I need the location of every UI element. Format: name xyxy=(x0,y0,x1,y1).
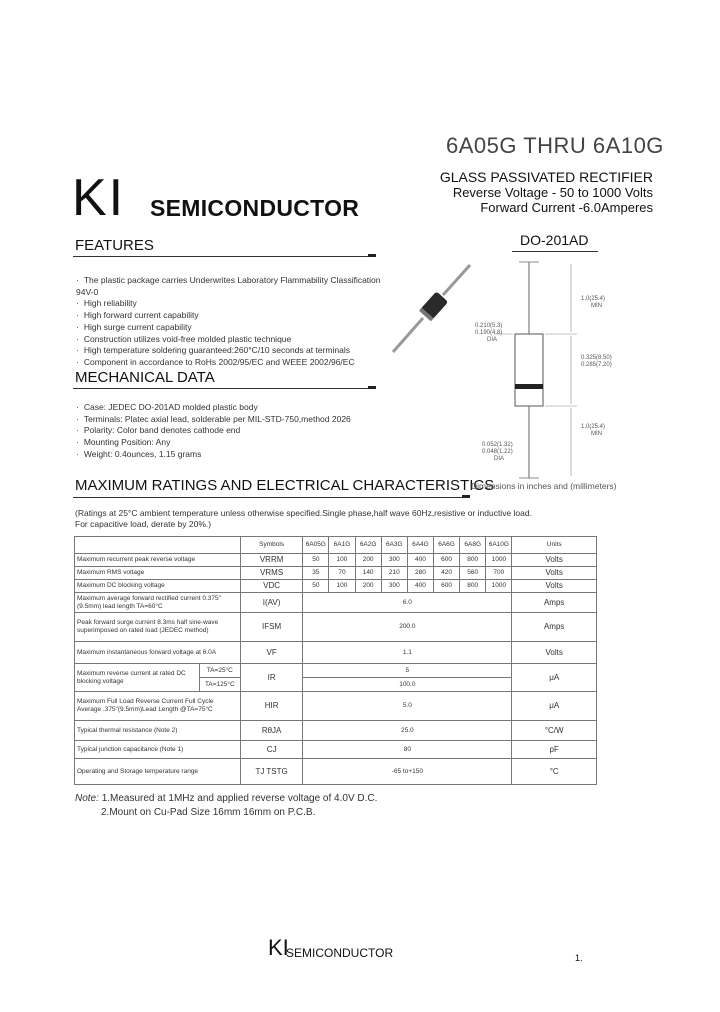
table-row xyxy=(75,593,597,613)
note-label: Note: xyxy=(75,793,99,804)
company-logo: KI xyxy=(72,169,126,227)
note-text: 1.Measured at 1MHz and applied reverse voltage of 4.0V D.C. xyxy=(101,793,378,804)
column-header: 6A2G xyxy=(355,537,381,554)
features-rule xyxy=(73,256,376,257)
table-row xyxy=(75,721,597,741)
value-cell: 100 xyxy=(329,580,355,593)
part-number-range: 6A05G THRU 6A10G xyxy=(446,133,664,158)
list-item: · Construction utilizes void-free molded plastic technique xyxy=(76,334,396,346)
list-item: · High surge current capability xyxy=(76,322,396,334)
dim-text: 0.285(7.20) xyxy=(581,362,612,368)
ratings-table xyxy=(74,536,597,785)
value-cell: 200 xyxy=(355,554,381,567)
footer-brand: SEMICONDUCTOR xyxy=(286,946,394,960)
column-header: 6A1G xyxy=(329,537,355,554)
list-item: · Polarity: Color band denotes cathode end xyxy=(76,425,396,437)
list-item: · The plastic package carries Underwrites Laboratory Flammability Classification 94V-0 xyxy=(76,275,396,298)
table-row xyxy=(75,554,597,567)
list-item: · High reliability xyxy=(76,298,396,310)
mechanical-heading: MECHANICAL DATA xyxy=(75,369,215,386)
param-cell: Peak forward surge current 8.3ms half sine-wave superimposed on rated load (JEDEC method) xyxy=(75,613,241,642)
value-cell: 5 xyxy=(303,664,512,678)
value-cell: 300 xyxy=(381,580,407,593)
dim-text: MIN xyxy=(591,303,602,309)
unit-cell: Amps xyxy=(512,593,597,613)
unit-cell: °C/W xyxy=(512,721,597,741)
mechanical-list xyxy=(76,402,396,461)
dim-text: 0.190(4.8) xyxy=(475,330,503,336)
table-row xyxy=(75,692,597,721)
symbol-cell: VDC xyxy=(240,580,302,593)
value-cell: 600 xyxy=(433,554,459,567)
value-cell: 50 xyxy=(303,554,329,567)
package-name-rule xyxy=(512,251,598,252)
value-cell: 1000 xyxy=(486,554,512,567)
mechanical-rule-mark xyxy=(368,386,376,389)
column-header: 6A10G xyxy=(486,537,512,554)
value-cell: 800 xyxy=(460,554,486,567)
param-cell: Maximum recurrent peak reverse voltage xyxy=(75,554,241,567)
value-cell: 140 xyxy=(355,567,381,580)
value-cell: 1000 xyxy=(486,580,512,593)
symbol-cell: TJ TSTG xyxy=(240,759,302,785)
unit-cell: °C xyxy=(512,759,597,785)
value-cell: 600 xyxy=(433,580,459,593)
column-header: 6A3G xyxy=(381,537,407,554)
list-item: · High forward current capability xyxy=(76,310,396,322)
unit-cell: μA xyxy=(512,692,597,721)
param-cell: Maximum instantaneous forward voltage at 6.0A xyxy=(75,642,241,664)
column-header: 6A4G xyxy=(407,537,433,554)
list-item: · Terminals: Platec axial lead, solderable per MIL-STD-750,method 2026 xyxy=(76,414,396,426)
list-item: · Mounting Position: Any xyxy=(76,437,396,449)
footer-logo: KI xyxy=(268,935,289,960)
product-type: GLASS PASSIVATED RECTIFIER xyxy=(439,169,653,185)
symbol-cell: VF xyxy=(240,642,302,664)
column-header: 6A6G xyxy=(433,537,459,554)
unit-cell: Amps xyxy=(512,613,597,642)
dim-lead-diameter xyxy=(482,442,513,463)
table-row xyxy=(75,642,597,664)
page-number: 1. xyxy=(575,953,583,963)
unit-cell: Volts xyxy=(512,580,597,593)
symbol-cell: VRRM xyxy=(240,554,302,567)
forward-current-spec: Forward Current -6.0Amperes xyxy=(480,200,653,215)
param-cell: Maximum DC blocking voltage xyxy=(75,580,241,593)
mechanical-rule xyxy=(73,388,376,389)
param-cell: Maximum RMS voltage xyxy=(75,567,241,580)
features-rule-mark xyxy=(368,254,376,257)
table-row xyxy=(75,741,597,759)
value-cell: 80 xyxy=(303,741,512,759)
ratings-heading: MAXIMUM RATINGS AND ELECTRICAL CHARACTERISTICS xyxy=(75,477,495,494)
table-row xyxy=(75,664,597,678)
list-item: · Component in accordance to RoHs 2002/95/EC and WEEE 2002/96/EC xyxy=(76,357,396,369)
ratings-rule-mark xyxy=(462,495,470,498)
package-name: DO-201AD xyxy=(520,232,589,248)
value-cell: 280 xyxy=(407,567,433,580)
list-item: · Case: JEDEC DO-201AD molded plastic body xyxy=(76,402,396,414)
table-row xyxy=(75,567,597,580)
condition-cell: TA=25°C xyxy=(199,664,240,678)
symbol-cell: I(AV) xyxy=(240,593,302,613)
dim-text: 0.052(1.32) xyxy=(482,442,513,448)
value-cell: 560 xyxy=(460,567,486,580)
unit-cell: μA xyxy=(512,664,597,692)
value-cell: 100.0 xyxy=(303,678,512,692)
value-cell: 420 xyxy=(433,567,459,580)
dim-text: 0.210(5.3) xyxy=(475,323,503,329)
dim-body-length xyxy=(581,355,612,369)
dim-text: 0.048(1.22) xyxy=(482,449,513,455)
column-header: 6A05G xyxy=(303,537,329,554)
dim-text: 1.0(25.4) xyxy=(581,296,606,302)
value-cell: 25.0 xyxy=(303,721,512,741)
symbol-cell: IR xyxy=(240,664,302,692)
value-cell: 400 xyxy=(407,554,433,567)
condition-cell: TA=125°C xyxy=(199,678,240,692)
dimensions-note: Dimensions in inches and (millimeters) xyxy=(471,481,617,491)
list-item: · Weight: 0.4ounces, 1.15 grams xyxy=(76,449,396,461)
value-cell: -65 to+150 xyxy=(303,759,512,785)
value-cell: 300 xyxy=(381,554,407,567)
dim-text: 1.0(25.4) xyxy=(581,424,606,430)
dim-body-diameter xyxy=(475,323,502,344)
features-list xyxy=(76,275,396,369)
symbol-cell: VRMS xyxy=(240,567,302,580)
company-brand: SEMICONDUCTOR xyxy=(150,195,360,221)
value-cell: 200 xyxy=(355,580,381,593)
rating-conditions: (Ratings at 25°C ambient temperature unless otherwise specified.Single phase,half wave 60Hz,resistive or inductive load. For capacitive load, derate by 20%.) xyxy=(75,508,532,529)
symbol-cell: CJ xyxy=(240,741,302,759)
param-cell: Typical thermal resistance (Note 2) xyxy=(75,721,241,741)
dim-text: DIA xyxy=(487,337,498,343)
value-cell: 800 xyxy=(460,580,486,593)
value-cell: 200.0 xyxy=(303,613,512,642)
column-header: Units xyxy=(512,537,597,554)
param-cell: Maximum average forward rectified current 0.375"(9.5mm) lead length TA=60°C xyxy=(75,593,241,613)
features-heading: FEATURES xyxy=(75,237,154,254)
value-cell: 5.0 xyxy=(303,692,512,721)
ratings-rule xyxy=(73,497,469,498)
value-cell: 1.1 xyxy=(303,642,512,664)
reverse-voltage-spec: Reverse Voltage - 50 to 1000 Volts xyxy=(452,185,653,200)
dim-text: DIA xyxy=(494,456,505,462)
unit-cell: Volts xyxy=(512,642,597,664)
symbol-cell: IFSM xyxy=(240,613,302,642)
value-cell: 35 xyxy=(303,567,329,580)
param-cell: Typical junction capacitance (Note 1) xyxy=(75,741,241,759)
value-cell: 50 xyxy=(303,580,329,593)
column-header: Symbols xyxy=(240,537,302,554)
column-header: 6A8G xyxy=(460,537,486,554)
value-cell: 400 xyxy=(407,580,433,593)
note-1 xyxy=(75,793,377,804)
param-cell: Maximum reverse current at rated DC blocking voltage xyxy=(75,664,200,692)
value-cell: 100 xyxy=(329,554,355,567)
dim-text: 0.325(8.50) xyxy=(581,355,612,361)
table-row xyxy=(75,580,597,593)
table-cell xyxy=(75,537,241,554)
dim-lead-top xyxy=(581,296,605,310)
table-header-row xyxy=(75,537,597,554)
dim-lead-bottom xyxy=(581,424,605,438)
unit-cell: Volts xyxy=(512,567,597,580)
value-cell: 6.0 xyxy=(303,593,512,613)
list-item: · High temperature soldering guaranteed:260°C/10 seconds at terminals xyxy=(76,345,396,357)
symbol-cell: RθJA xyxy=(240,721,302,741)
value-cell: 70 xyxy=(329,567,355,580)
diode-photo-icon xyxy=(385,260,475,360)
symbol-cell: HIR xyxy=(240,692,302,721)
unit-cell: pF xyxy=(512,741,597,759)
unit-cell: Volts xyxy=(512,554,597,567)
param-cell: Maximum Full Load Reverse Current Full Cycle Average .375"(9.5mm)Lead Length @TA=75°C xyxy=(75,692,241,721)
table-row xyxy=(75,759,597,785)
value-cell: 210 xyxy=(381,567,407,580)
note-2: 2.Mount on Cu-Pad Size 16mm 16mm on P.C.B. xyxy=(101,807,316,818)
param-cell: Operating and Storage temperature range xyxy=(75,759,241,785)
table-row xyxy=(75,613,597,642)
dim-text: MIN xyxy=(591,431,602,437)
value-cell: 700 xyxy=(486,567,512,580)
